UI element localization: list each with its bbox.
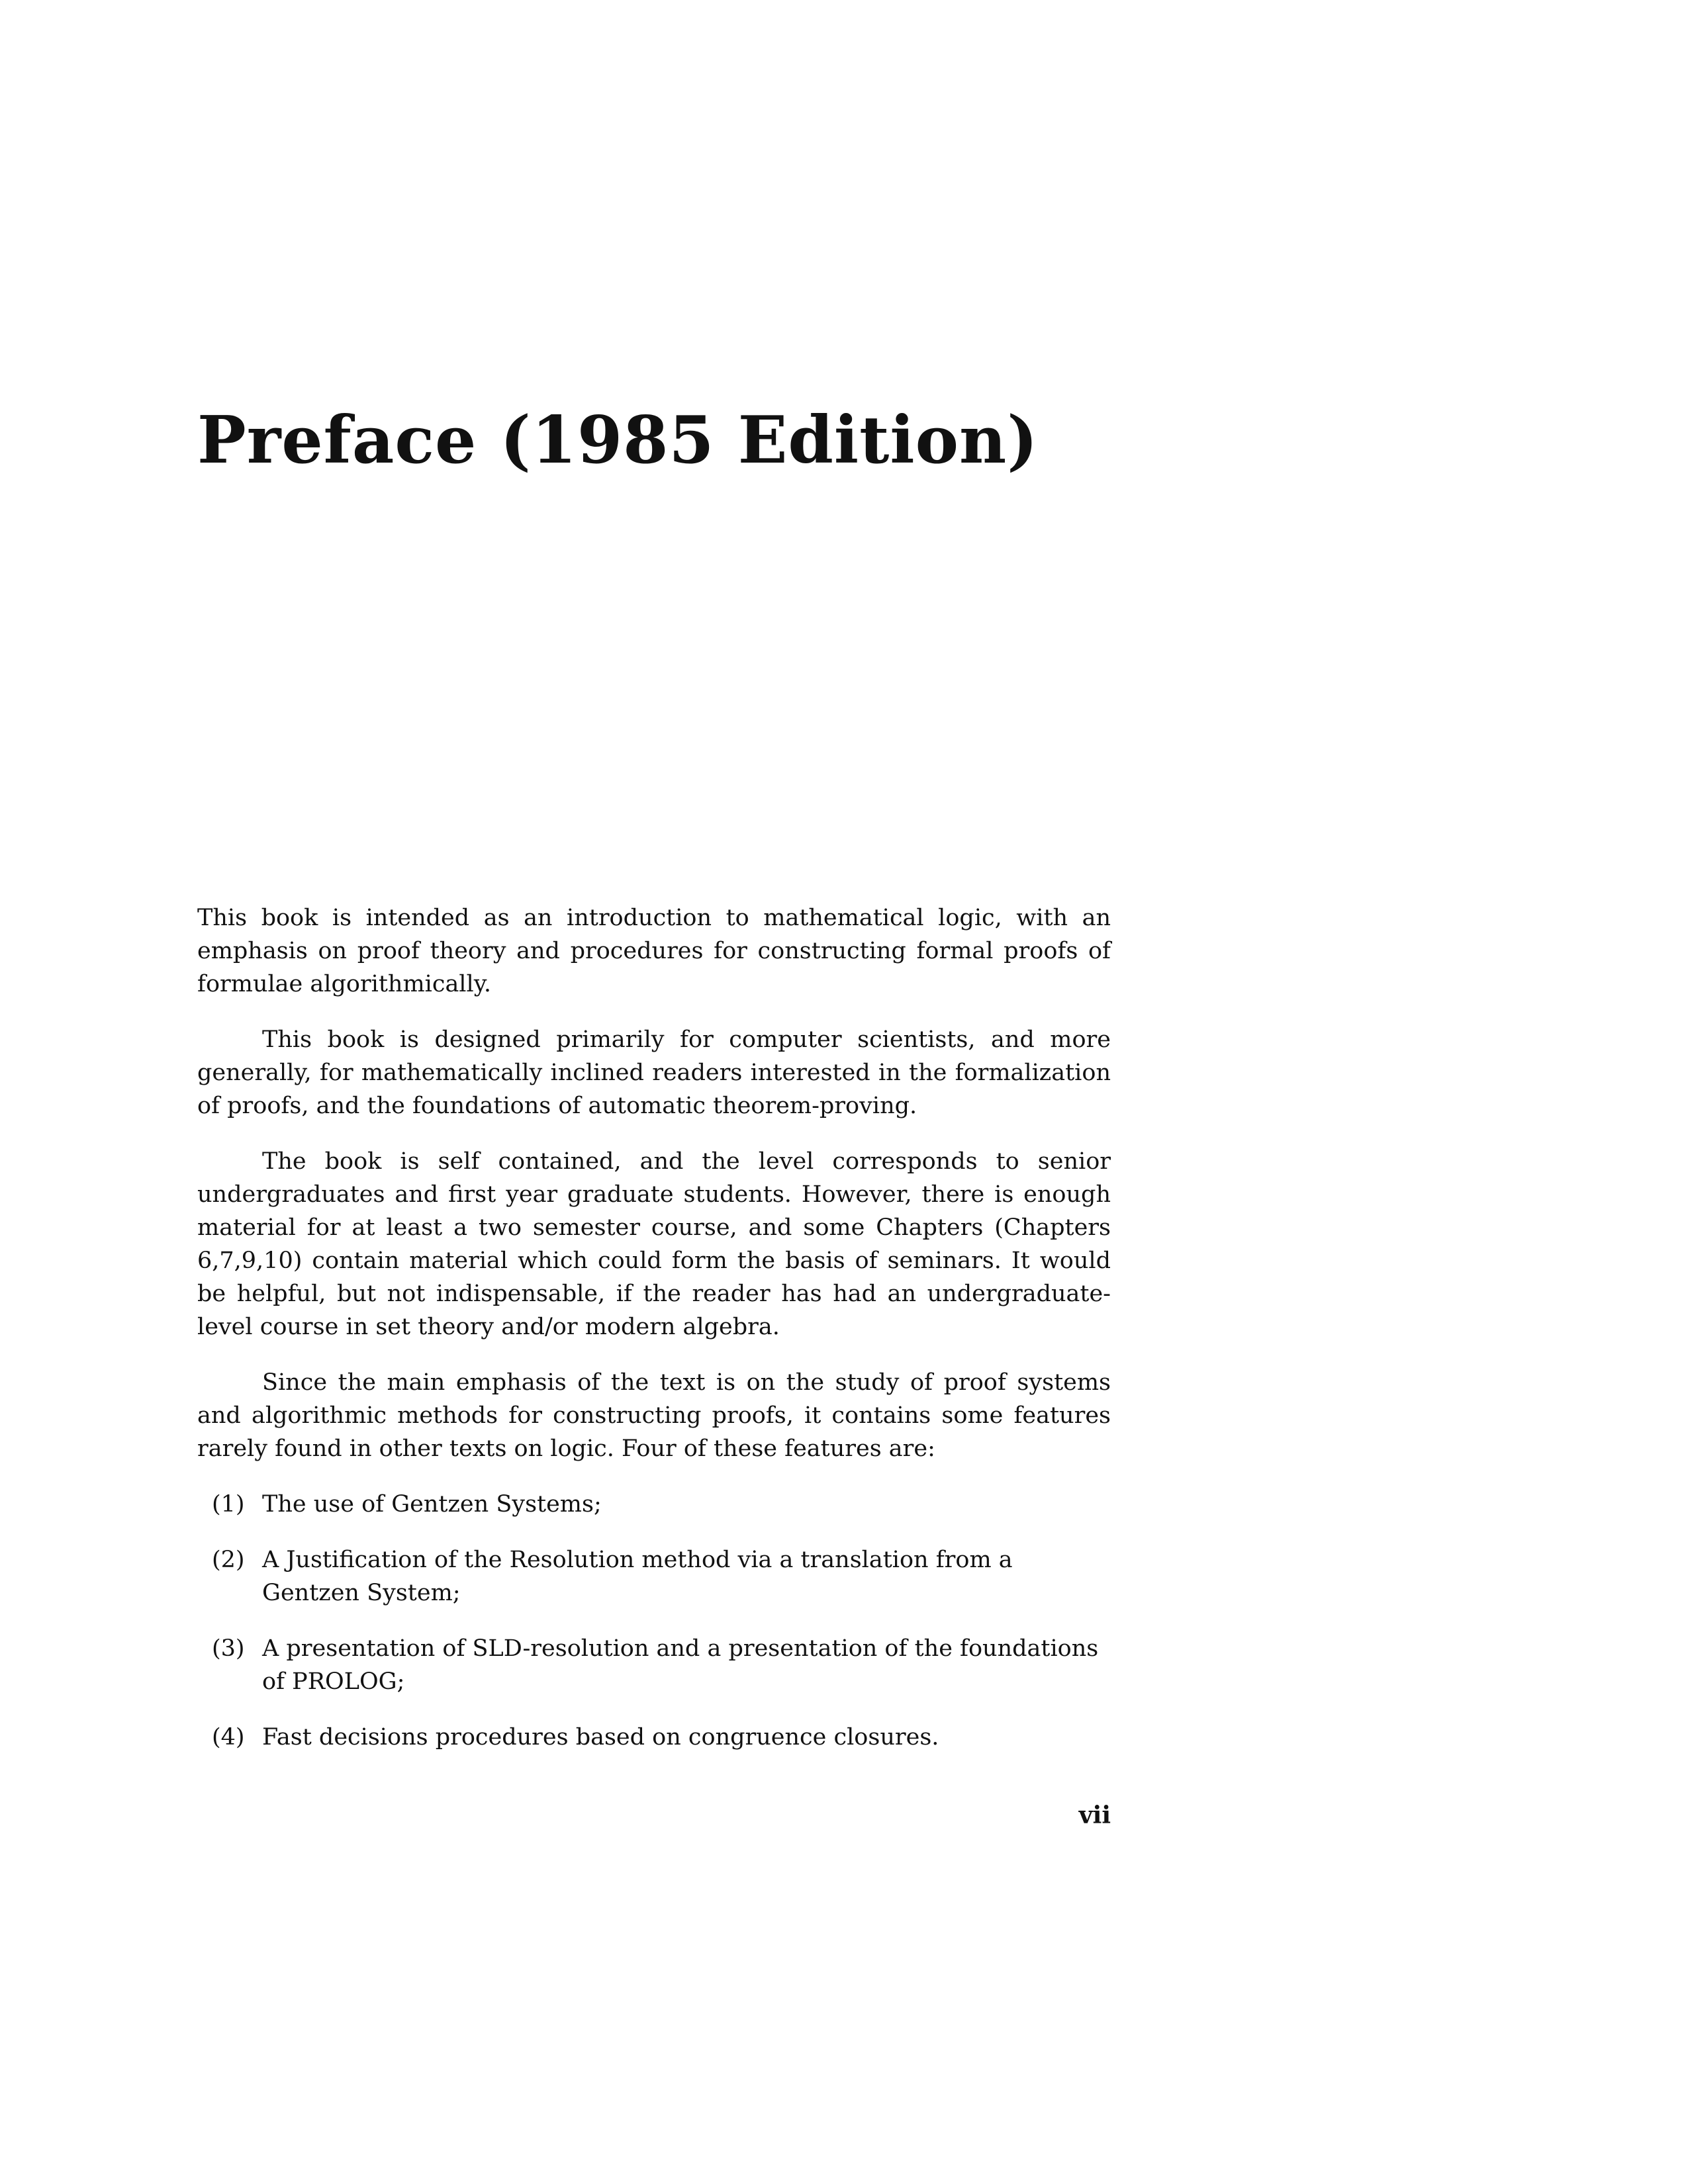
- preface-body: [197, 901, 1111, 1776]
- page-title: Preface (1985 Edition): [197, 402, 1039, 478]
- list-item-number: (2): [212, 1547, 245, 1573]
- paragraph-intro: This book is intended as an introduction to mathematical logic, with an emphasis on proof theory and procedures for constructing formal proofs of formulae algorithmically.: [197, 905, 1111, 997]
- paragraph-level: The book is self contained, and the level corresponds to senior undergraduates and first year graduate students. However, there is enough material for at least a two semester course, and some Chapters (Chapters 6,7,9,10) contain material which could form the basis of seminars. It would be helpful, but not indispensable, if the reader has had an undergraduate-level course in set theory and/or modern algebra.: [197, 1148, 1111, 1340]
- page-number: vii: [1078, 1801, 1111, 1829]
- list-item-text: A presentation of SLD-resolution and a presentation of the foundations of PROLOG;: [262, 1635, 1099, 1695]
- list-item: [197, 1488, 1111, 1521]
- list-item: [197, 1721, 1111, 1754]
- list-item-number: (3): [212, 1635, 245, 1662]
- list-item-text: Fast decisions procedures based on congruence closures.: [262, 1724, 939, 1751]
- paragraph-features-intro: Since the main emphasis of the text is on the study of proof systems and algorithmic methods for constructing proofs, it contains some features rarely found in other texts on logic. Four of these features are:: [197, 1369, 1111, 1462]
- list-item-number: (4): [212, 1724, 245, 1751]
- paragraph-audience: This book is designed primarily for computer scientists, and more generally, for mathematically inclined readers interested in the formalization of proofs, and the foundations of automatic theorem-proving.: [197, 1026, 1111, 1119]
- list-item: [197, 1632, 1111, 1698]
- list-item-number: (1): [212, 1491, 245, 1518]
- list-item: [197, 1543, 1111, 1610]
- list-item-text: A Justification of the Resolution method via a translation from a Gentzen System;: [262, 1547, 1013, 1606]
- feature-list: [197, 1488, 1111, 1754]
- list-item-text: The use of Gentzen Systems;: [262, 1491, 602, 1518]
